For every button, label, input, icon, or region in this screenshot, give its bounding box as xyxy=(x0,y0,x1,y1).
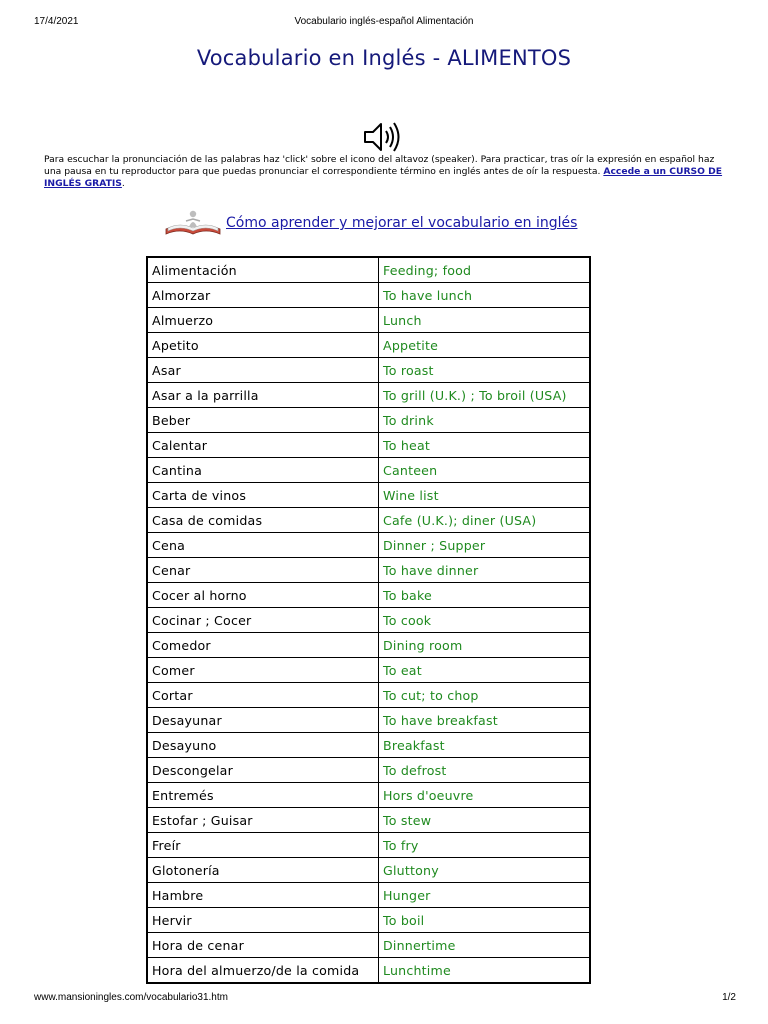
english-term: To boil xyxy=(379,908,591,933)
learn-vocabulary-row xyxy=(164,208,577,238)
free-course-link[interactable]: Accede a un CURSO DE INGLÉS GRATIS xyxy=(44,166,723,189)
spanish-term: Almorzar xyxy=(147,283,379,308)
english-term: To heat xyxy=(379,433,591,458)
spanish-term: Estofar ; Guisar xyxy=(147,808,379,833)
open-book-icon[interactable] xyxy=(164,209,222,237)
spanish-term: Entremés xyxy=(147,783,379,808)
speaker-icon[interactable] xyxy=(362,119,404,155)
spanish-term: Casa de comidas xyxy=(147,508,379,533)
spanish-term: Cena xyxy=(147,533,379,558)
english-term: Dinner ; Supper xyxy=(379,533,591,558)
spanish-term: Desayuno xyxy=(147,733,379,758)
table-row xyxy=(147,333,590,358)
table-row xyxy=(147,358,590,383)
spanish-term: Cocinar ; Cocer xyxy=(147,608,379,633)
spanish-term: Comer xyxy=(147,658,379,683)
english-term: Cafe (U.K.); diner (USA) xyxy=(379,508,591,533)
table-row xyxy=(147,508,590,533)
english-term: To stew xyxy=(379,808,591,833)
print-footer-page: 1/2 xyxy=(722,992,736,1003)
spanish-term: Hora de cenar xyxy=(147,933,379,958)
spanish-term: Asar a la parrilla xyxy=(147,383,379,408)
table-row xyxy=(147,533,590,558)
spanish-term: Calentar xyxy=(147,433,379,458)
table-row xyxy=(147,308,590,333)
spanish-term: Descongelar xyxy=(147,758,379,783)
spanish-term: Almuerzo xyxy=(147,308,379,333)
print-footer-url: www.mansioningles.com/vocabulario31.htm xyxy=(34,992,228,1003)
table-row xyxy=(147,908,590,933)
table-row xyxy=(147,483,590,508)
english-term: To have breakfast xyxy=(379,708,591,733)
english-term: Dining room xyxy=(379,633,591,658)
english-term: Hunger xyxy=(379,883,591,908)
table-row xyxy=(147,608,590,633)
table-row xyxy=(147,783,590,808)
table-row xyxy=(147,257,590,283)
table-row xyxy=(147,708,590,733)
print-header-title: Vocabulario inglés-español Alimentación xyxy=(294,16,474,27)
table-row xyxy=(147,583,590,608)
spanish-term: Comedor xyxy=(147,633,379,658)
english-term: Lunchtime xyxy=(379,958,591,984)
table-row xyxy=(147,883,590,908)
table-row xyxy=(147,408,590,433)
english-term: To drink xyxy=(379,408,591,433)
english-term: Feeding; food xyxy=(379,257,591,283)
english-term: To have lunch xyxy=(379,283,591,308)
english-term: To defrost xyxy=(379,758,591,783)
english-term: To roast xyxy=(379,358,591,383)
english-term: Gluttony xyxy=(379,858,591,883)
spanish-term: Cortar xyxy=(147,683,379,708)
spanish-term: Cantina xyxy=(147,458,379,483)
spanish-term: Beber xyxy=(147,408,379,433)
table-row xyxy=(147,633,590,658)
table-row xyxy=(147,283,590,308)
english-term: Dinnertime xyxy=(379,933,591,958)
intro-text: Para escuchar la pronunciación de las palabras haz 'click' sobre el icono del altavoz (speaker). Para practicar, tras oír la expresión en español haz una pausa en tu reproductor para que puedas pronunciar el correspondiente término en inglés antes de oír la respuesta. xyxy=(44,154,715,177)
english-term: To grill (U.K.) ; To broil (USA) xyxy=(379,383,591,408)
table-row xyxy=(147,933,590,958)
table-row xyxy=(147,758,590,783)
spanish-term: Carta de vinos xyxy=(147,483,379,508)
intro-after: . xyxy=(121,178,125,189)
table-row xyxy=(147,658,590,683)
table-row xyxy=(147,433,590,458)
spanish-term: Hambre xyxy=(147,883,379,908)
english-term: To bake xyxy=(379,583,591,608)
print-header-date: 17/4/2021 xyxy=(34,16,79,27)
spanish-term: Cocer al horno xyxy=(147,583,379,608)
english-term: To cook xyxy=(379,608,591,633)
spanish-term: Apetito xyxy=(147,333,379,358)
english-term: Lunch xyxy=(379,308,591,333)
english-term: To have dinner xyxy=(379,558,591,583)
table-row xyxy=(147,683,590,708)
spanish-term: Glotonería xyxy=(147,858,379,883)
spanish-term: Cenar xyxy=(147,558,379,583)
english-term: Hors d'oeuvre xyxy=(379,783,591,808)
english-term: Wine list xyxy=(379,483,591,508)
table-row xyxy=(147,958,590,984)
spanish-term: Alimentación xyxy=(147,257,379,283)
table-row xyxy=(147,383,590,408)
spanish-term: Freír xyxy=(147,833,379,858)
spanish-term: Desayunar xyxy=(147,708,379,733)
spanish-term: Hora del almuerzo/de la comida xyxy=(147,958,379,984)
table-row xyxy=(147,808,590,833)
english-term: To fry xyxy=(379,833,591,858)
english-term: Appetite xyxy=(379,333,591,358)
spanish-term: Asar xyxy=(147,358,379,383)
table-row xyxy=(147,733,590,758)
english-term: To eat xyxy=(379,658,591,683)
english-term: Canteen xyxy=(379,458,591,483)
learn-vocabulary-link[interactable]: Cómo aprender y mejorar el vocabulario en inglés xyxy=(226,215,578,231)
table-row xyxy=(147,858,590,883)
english-term: Breakfast xyxy=(379,733,591,758)
table-row xyxy=(147,458,590,483)
page-title: Vocabulario en Inglés - ALIMENTOS xyxy=(196,46,572,70)
table-row xyxy=(147,558,590,583)
spanish-term: Hervir xyxy=(147,908,379,933)
english-term: To cut; to chop xyxy=(379,683,591,708)
intro-paragraph xyxy=(44,154,724,190)
table-row xyxy=(147,833,590,858)
vocabulary-table xyxy=(146,256,591,984)
